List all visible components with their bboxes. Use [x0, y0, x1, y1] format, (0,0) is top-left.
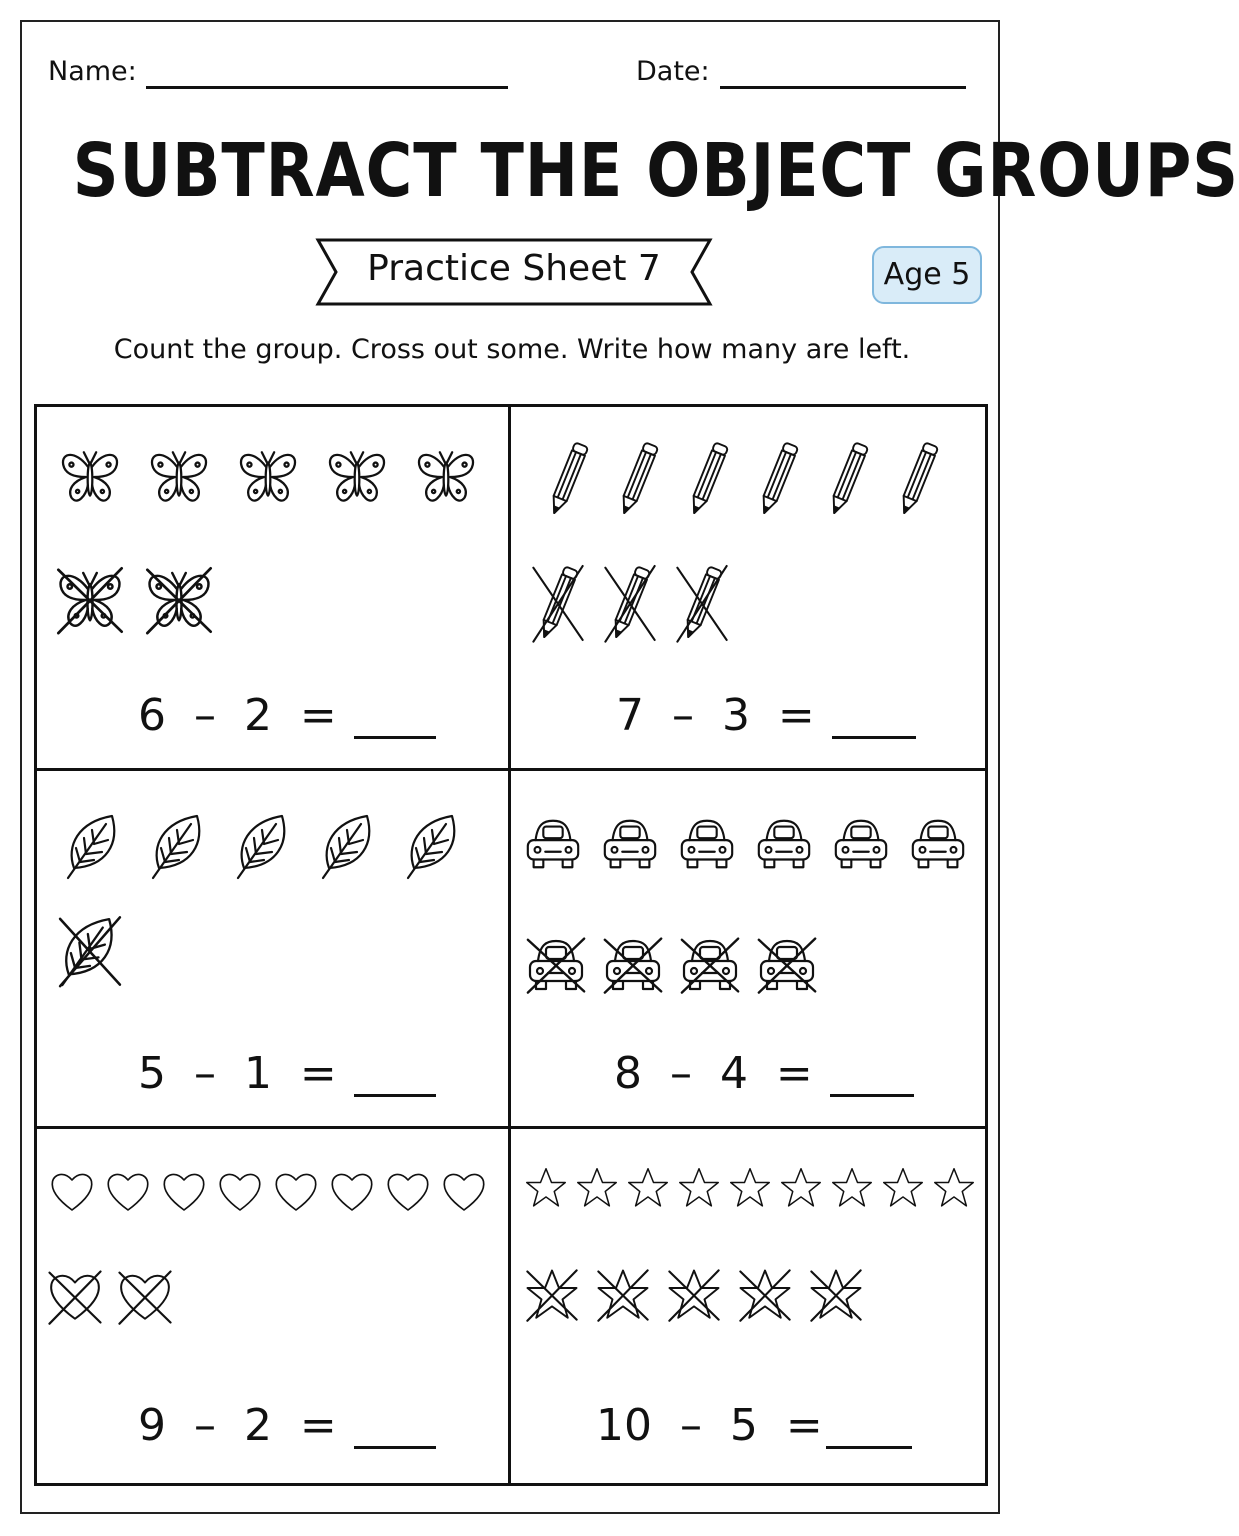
date-field-line[interactable] [720, 86, 966, 89]
answer-blank-2[interactable] [832, 736, 916, 739]
car-crossed-icon [755, 932, 819, 998]
heart-icon [48, 1166, 96, 1218]
answer-blank-3[interactable] [354, 1094, 436, 1097]
star-icon [830, 1164, 874, 1212]
date-label: Date: [636, 56, 710, 87]
equation-4: 8 – 4 = [614, 1048, 813, 1099]
butterfly-crossed-icon [52, 564, 128, 636]
equation-1: 6 – 2 = [138, 690, 337, 741]
star-icon [932, 1164, 976, 1212]
star-icon [779, 1164, 823, 1212]
heart-crossed-icon [116, 1266, 174, 1328]
answer-blank-1[interactable] [354, 736, 436, 739]
butterfly-icon [408, 444, 484, 510]
star-icon [728, 1164, 772, 1212]
answer-blank-6[interactable] [826, 1446, 912, 1449]
heart-icon [160, 1166, 208, 1218]
star-icon [626, 1164, 670, 1212]
grid-divider-horizontal [34, 1126, 988, 1129]
star-crossed-icon [737, 1264, 793, 1326]
heart-icon [216, 1166, 264, 1218]
car-icon [676, 812, 738, 876]
leaf-icon [402, 802, 466, 890]
leaf-icon [317, 802, 381, 890]
heart-icon [104, 1166, 152, 1218]
pencil-icon [610, 430, 666, 528]
age-badge: Age 5 [872, 246, 982, 304]
heart-icon [272, 1166, 320, 1218]
car-icon [907, 812, 969, 876]
heart-icon [440, 1166, 488, 1218]
page-title: SUBTRACT THE OBJECT GROUPS [72, 128, 1239, 214]
leaf-icon [232, 802, 296, 890]
star-icon [575, 1164, 619, 1212]
car-crossed-icon [678, 932, 742, 998]
car-icon [522, 812, 584, 876]
butterfly-icon [319, 444, 395, 510]
grid-divider-vertical [508, 404, 511, 1486]
butterfly-crossed-icon [141, 564, 217, 636]
pencil-icon [890, 430, 946, 528]
leaf-icon [147, 802, 211, 890]
heart-crossed-icon [46, 1266, 104, 1328]
butterfly-icon [52, 444, 128, 510]
leaf-icon [62, 802, 126, 890]
pencil-crossed-icon [602, 554, 658, 652]
pencil-icon [680, 430, 736, 528]
pencil-icon [750, 430, 806, 528]
leaf-crossed-icon [56, 906, 124, 996]
heart-icon [384, 1166, 432, 1218]
pencil-crossed-icon [674, 554, 730, 652]
star-crossed-icon [808, 1264, 864, 1326]
star-icon [677, 1164, 721, 1212]
answer-blank-4[interactable] [830, 1094, 914, 1097]
equation-6: 10 – 5 = [596, 1400, 823, 1451]
pencil-icon [540, 430, 596, 528]
equation-3: 5 – 1 = [138, 1048, 337, 1099]
answer-blank-5[interactable] [354, 1446, 436, 1449]
instructions-text: Count the group. Cross out some. Write how many are left. [113, 334, 911, 365]
equation-5: 9 – 2 = [138, 1400, 337, 1451]
car-icon [830, 812, 892, 876]
car-icon [599, 812, 661, 876]
name-label: Name: [48, 56, 137, 87]
star-crossed-icon [595, 1264, 651, 1326]
star-icon [524, 1164, 568, 1212]
car-crossed-icon [524, 932, 588, 998]
car-crossed-icon [601, 932, 665, 998]
grid-divider-horizontal [34, 768, 988, 771]
sheet-subtitle: Practice Sheet 7 [367, 248, 661, 289]
star-crossed-icon [666, 1264, 722, 1326]
star-crossed-icon [524, 1264, 580, 1326]
equation-2: 7 – 3 = [616, 690, 815, 741]
car-icon [753, 812, 815, 876]
butterfly-icon [230, 444, 306, 510]
heart-icon [328, 1166, 376, 1218]
butterfly-icon [141, 444, 217, 510]
pencil-icon [820, 430, 876, 528]
name-field-line[interactable] [146, 86, 508, 89]
star-icon [881, 1164, 925, 1212]
pencil-crossed-icon [530, 554, 586, 652]
